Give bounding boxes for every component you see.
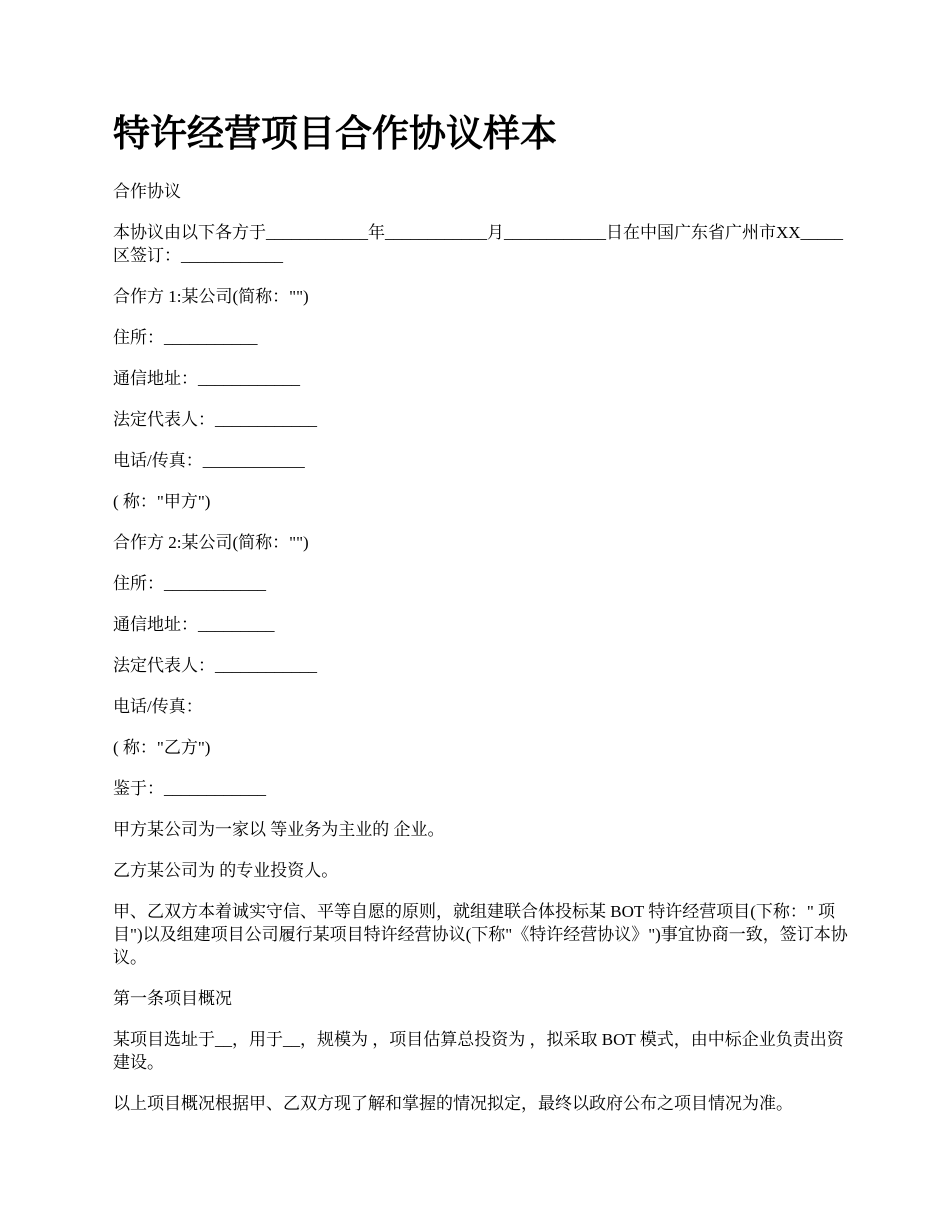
document-page xyxy=(113,108,853,1133)
paragraph-purpose: 甲、乙双方本着诚实守信、平等自愿的原则，就组建联合体投标某 BOT 特许经营项目(下称：" 项目")以及组建项目公司履行某项目特许经营协议(下称"《特许经营协议》")事宜协商一致，签订本协议。 xyxy=(113,902,848,967)
paragraph-party1-alias: ( 称："甲方") xyxy=(113,492,211,511)
document-title: 特许经营项目合作协议样本 xyxy=(113,112,557,155)
paragraph-party1-mail-address: 通信地址：____________ xyxy=(113,369,300,388)
paragraph-project-overview: 某项目选址于__，用于__，规模为 ，项目估算总投资为 ，拟采取 BOT 模式，由中标企业负责出资建设。 xyxy=(113,1030,844,1072)
paragraph-party1-name: 合作方 1:某公司(简称："") xyxy=(113,287,309,306)
paragraph-whereas: 鉴于：____________ xyxy=(113,779,266,798)
paragraph-party2-mail-address: 通信地址：_________ xyxy=(113,615,275,634)
paragraph-party1-address: 住所：___________ xyxy=(113,328,258,347)
paragraph-party-a-desc: 甲方某公司为一家以 等业务为主业的 企业。 xyxy=(113,820,445,839)
paragraph-party2-legal-rep: 法定代表人：____________ xyxy=(113,656,317,675)
paragraph-party2-name: 合作方 2:某公司(简称："") xyxy=(113,533,309,552)
paragraph-party-b-desc: 乙方某公司为 的专业投资人。 xyxy=(113,861,339,880)
paragraph-agreement-heading: 合作协议 xyxy=(113,182,181,201)
paragraph-party2-phone-fax: 电话/传真： xyxy=(113,697,203,716)
paragraph-overview-note: 以上项目概况根据甲、乙双方现了解和掌握的情况拟定，最终以政府公布之项目情况为准。 xyxy=(113,1094,793,1113)
paragraph-signing-info: 本协议由以下各方于____________年____________月____________日在中国广东省广州市XX_____区签订：____________ xyxy=(113,223,844,265)
paragraph-party2-alias: ( 称："乙方") xyxy=(113,738,211,757)
paragraph-party2-address: 住所：____________ xyxy=(113,574,266,593)
paragraph-party1-legal-rep: 法定代表人：____________ xyxy=(113,410,317,429)
paragraph-party1-phone-fax: 电话/传真：____________ xyxy=(113,451,305,470)
paragraph-article1-heading: 第一条项目概况 xyxy=(113,989,232,1008)
